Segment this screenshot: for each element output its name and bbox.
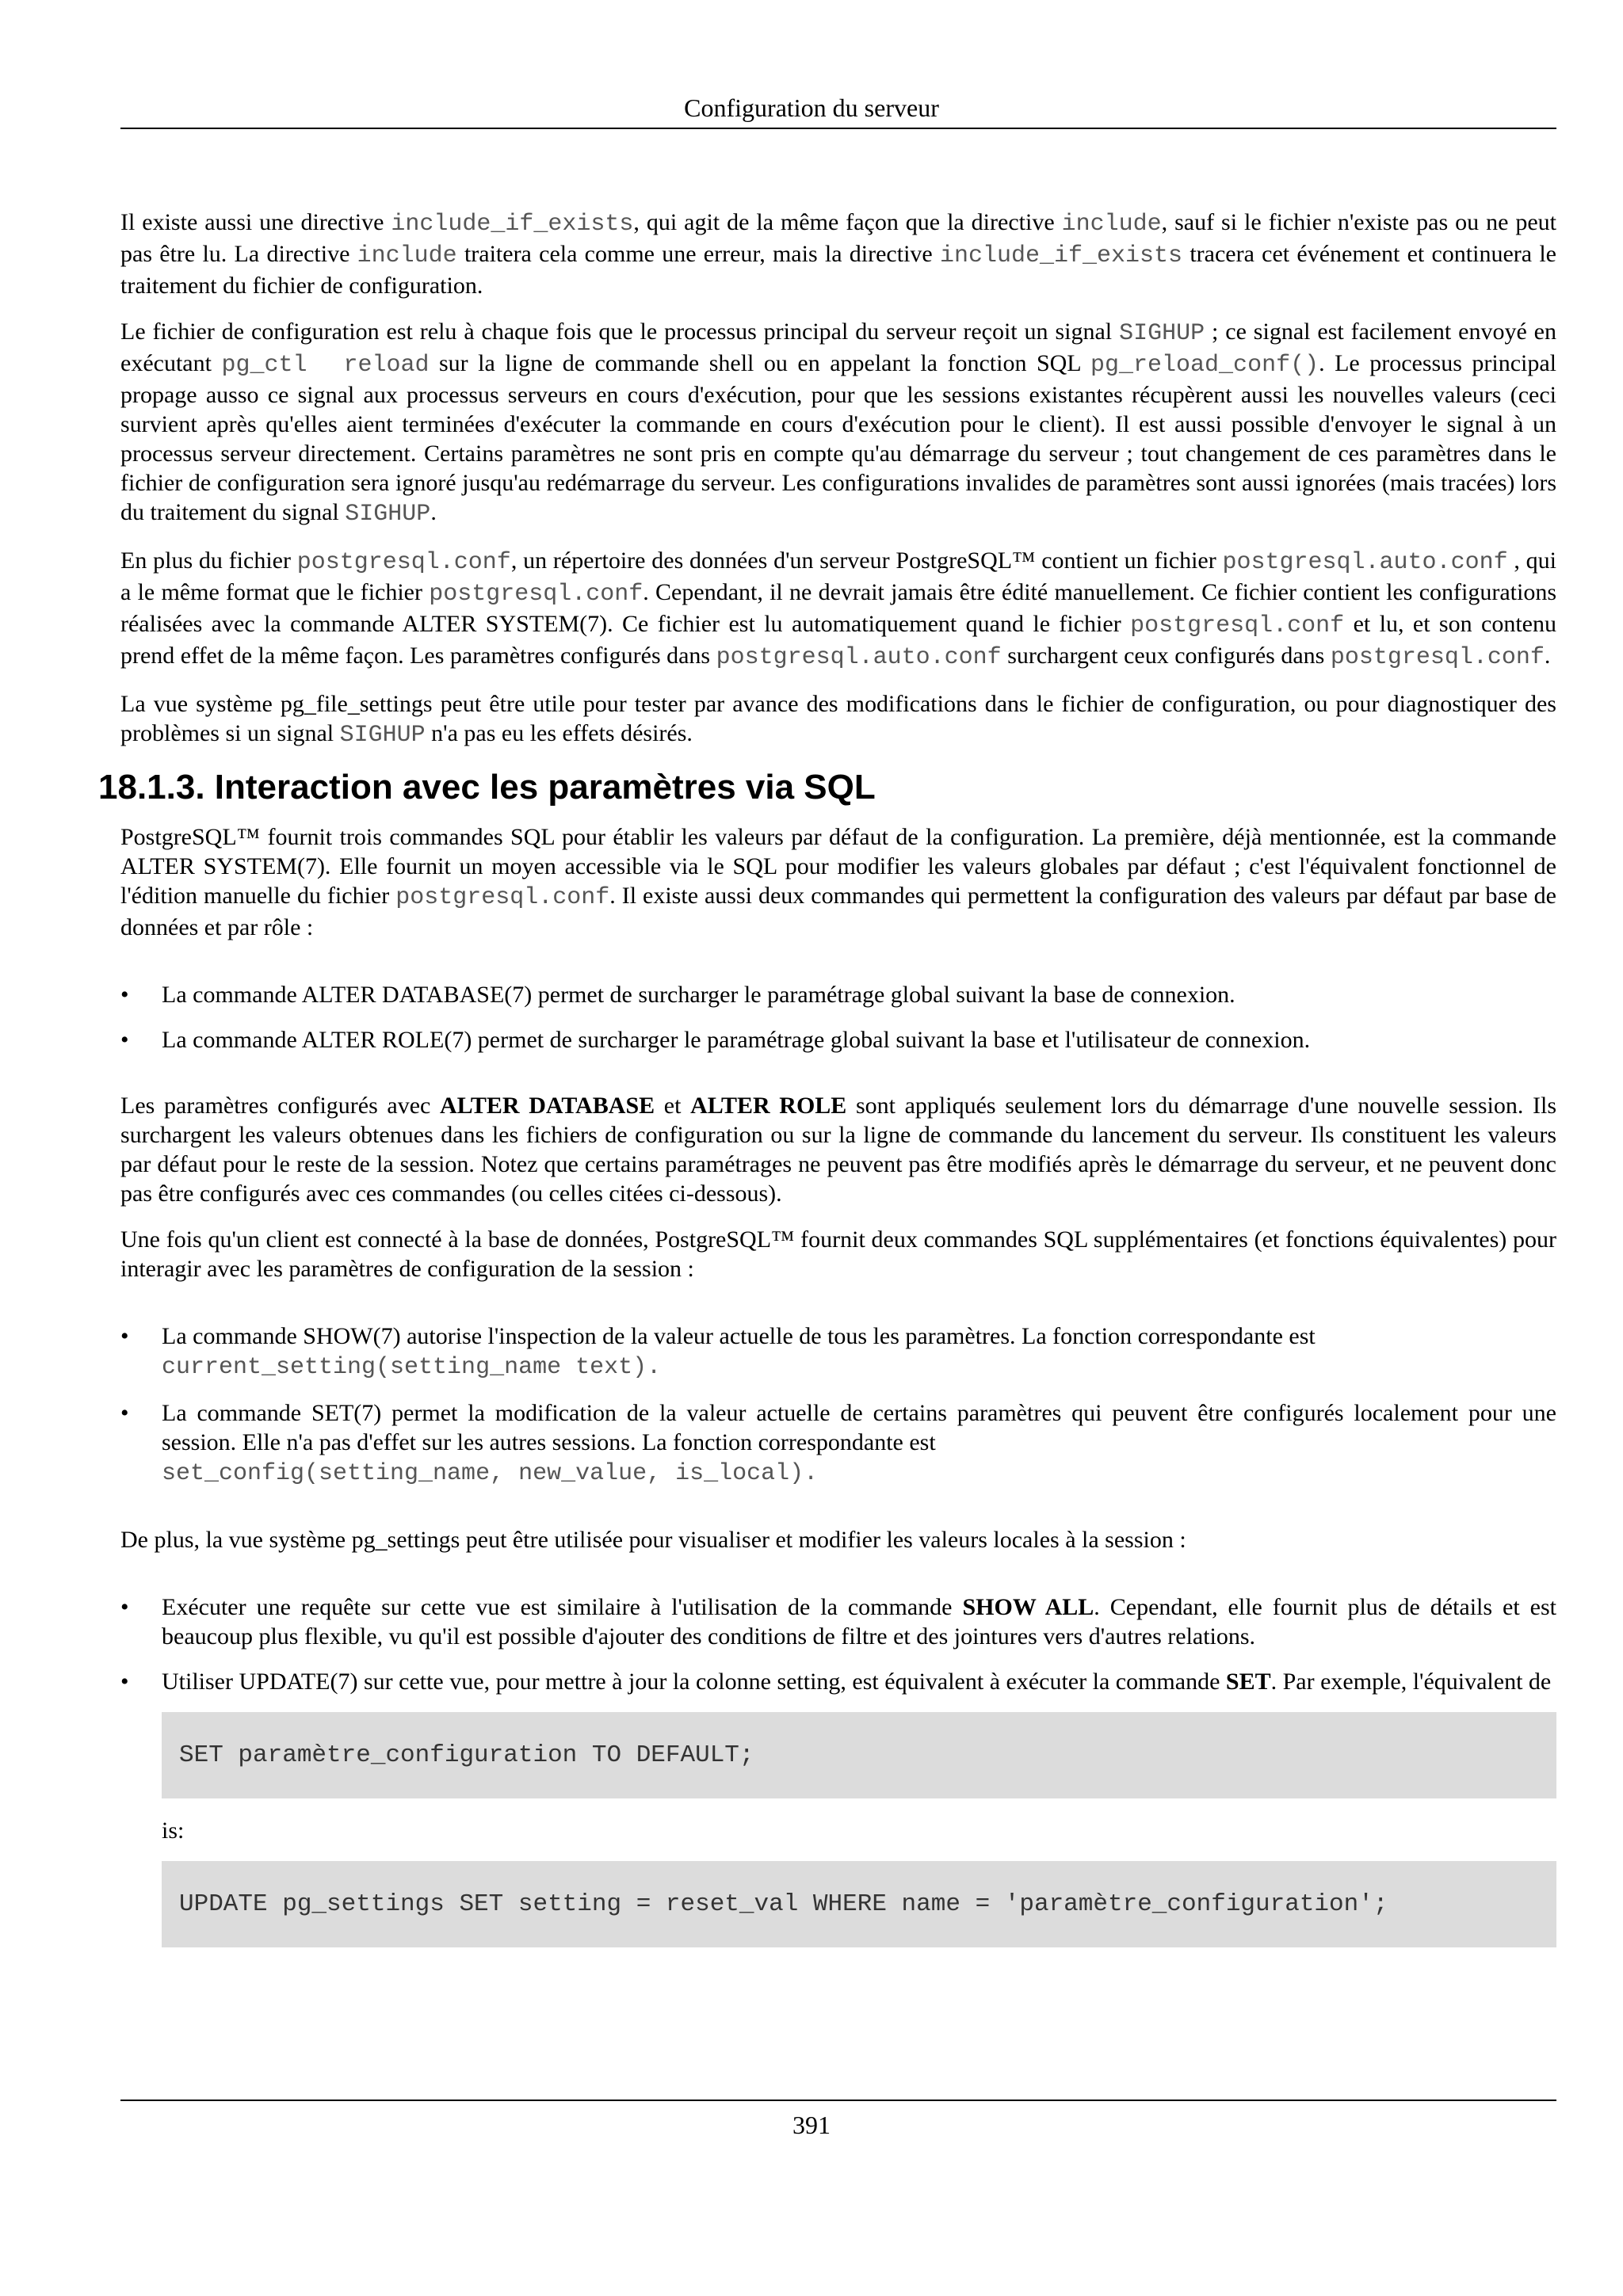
- code-pg-ctl-reload: pg_ctl reload: [221, 352, 430, 379]
- pg-settings-list: [120, 1592, 1556, 1947]
- paragraph-include-if-exists: Il existe aussi une directive include_if_exists, qui agit de la même façon que la directive include, sauf si le fichier n'existe pas ou ne peut pas être lu. La directive include traitera cela comme une erreur, mais la directive include_if_exists tracera cet événement et continuera le traitement du fichier de configuration.: [120, 209, 1556, 299]
- list-item: • La commande SHOW(7) autorise l'inspection de la valeur actuelle de tous les paramètres. La fonction correspondante est current_setting(setting_name text).: [120, 1322, 1556, 1383]
- code-include: include: [357, 242, 457, 269]
- paragraph-alter-database-role: Les paramètres configurés avec ALTER DATABASE et ALTER ROLE sont appliqués seulement lors du démarrage d'une nouvelle session. Ils surchargent les valeurs obtenues dans les fichiers de configuration ou sur la ligne de commande du lancement du serveur. Ils constituent les valeurs par défaut pour le reste de la session. Notez que certains paramétrages ne peuvent pas être modifiés après le démarrage du serveur, et ne peuvent donc pas être configurés avec ces commandes (ou celles citées ci-dessous).: [120, 1093, 1556, 1207]
- code-block-set-default: SET paramètre_configuration TO DEFAULT;: [162, 1712, 1556, 1798]
- list-item: • La commande ALTER ROLE(7) permet de surcharger le paramétrage global suivant la base et l'utilisateur de connexion.: [120, 1025, 1556, 1055]
- paragraph-pg-file-settings: La vue système pg_file_settings peut être utile pour tester par avance des modifications dans le fichier de configuration, ou pour diagnostiquer des problèmes si un signal SIGHUP n'a pas eu les effets désirés.: [120, 691, 1556, 749]
- paragraph-sql-commands: PostgreSQL™ fournit trois commandes SQL pour établir les valeurs par défaut de la configuration. La première, déjà mentionnée, est la commande ALTER SYSTEM(7). Elle fournit un moyen accessible via le SQL pour modifier les valeurs globales par défaut ; c'est l'équivalent fonctionnel de l'édition manuelle du fichier postgresql.conf. Il existe aussi deux commandes qui permettent la configuration des valeurs par défaut par base de données et par rôle :: [120, 824, 1556, 940]
- code-postgresql-auto-conf: postgresql.auto.conf: [1222, 549, 1508, 576]
- code-current-setting: current_setting(setting_name text).: [162, 1354, 662, 1381]
- code-include-if-exists: include_if_exists: [940, 242, 1183, 269]
- code-set-config: set_config(setting_name, new_value, is_local).: [162, 1460, 819, 1487]
- footer-rule: [120, 2100, 1556, 2101]
- code-sighup: SIGHUP: [339, 722, 426, 749]
- list-item: • La commande ALTER DATABASE(7) permet de surcharger le paramétrage global suivant la base de connexion.: [120, 980, 1556, 1009]
- alter-commands-list: [120, 980, 1556, 1055]
- code-include: include: [1061, 211, 1162, 238]
- list-item: • Utiliser UPDATE(7) sur cette vue, pour mettre à jour la colonne setting, est équivalent à exécuter la commande SET. Par exemple, l'équivalent de SET paramètre_configuration TO DEFAULT; is: UPDATE pg_settings SET setting = reset_val WHERE name = 'paramètre_configuration';: [120, 1667, 1556, 1947]
- code-postgresql-conf: postgresql.conf: [429, 581, 643, 608]
- session-commands-list: [120, 1322, 1556, 1489]
- bold-show-all: SHOW ALL: [962, 1594, 1094, 1620]
- code-sighup: SIGHUP: [1119, 320, 1205, 347]
- list-item: • La commande SET(7) permet la modification de la valeur actuelle de certains paramètres qui peuvent être configurés localement pour une session. Elle n'a pas d'effet sur les autres sessions. La fonction correspondante est set_config(setting_name, new_value, is_local).: [120, 1398, 1556, 1489]
- header-rule: [120, 128, 1556, 129]
- paragraph-postgresql-auto-conf: En plus du fichier postgresql.conf, un répertoire des données d'un serveur PostgreSQL™ contient un fichier postgresql.auto.conf , qui a le même format que le fichier postgresql.conf. Cependant, il ne devrait jamais être édité manuellement. Ce fichier contient les configurations réalisées avec la commande ALTER SYSTEM(7). Ce fichier est lu automatiquement quand le fichier postgresql.conf et lu, et son contenu prend effet de la même façon. Les paramètres configurés dans postgresql.auto.conf surchargent ceux configurés dans postgresql.conf.: [120, 547, 1556, 671]
- paragraph-sighup-reload: Le fichier de configuration est relu à chaque fois que le processus principal du serveur reçoit un signal SIGHUP ; ce signal est facilement envoyé en exécutant pg_ctl reload sur la ligne de commande shell ou en appelant la fonction SQL pg_reload_conf(). Le processus principal propage ausso ce signal aux processus serveurs en cours d'exécution, pour que les sessions existantes récupèrent aussi les nouvelles valeurs (ceci survient après qu'elles aient terminées d'exécuter la commande en cours d'exécution pour le client). Il est aussi possible d'envoyer le signal à un processus serveur directement. Certains paramètres ne sont pris en compte qu'au démarrage du serveur ; tout changement de ces paramètres dans le fichier de configuration sera ignoré jusqu'au redémarrage du serveur. Les configurations invalides de paramètres sont aussi ignorées (mais tracées) lors du traitement du signal SIGHUP.: [120, 318, 1556, 528]
- code-postgresql-conf: postgresql.conf: [1330, 644, 1545, 671]
- running-header: Configuration du serveur: [684, 93, 939, 122]
- code-sighup: SIGHUP: [345, 501, 431, 528]
- code-postgresql-conf: postgresql.conf: [296, 549, 511, 576]
- is-label: is:: [162, 1817, 185, 1844]
- paragraph-pg-settings: De plus, la vue système pg_settings peut être utilisée pour visualiser et modifier les valeurs locales à la session :: [120, 1527, 1186, 1553]
- code-block-update-pg-settings: UPDATE pg_settings SET setting = reset_val WHERE name = 'paramètre_configuration';: [162, 1861, 1556, 1947]
- bold-alter-role: ALTER ROLE: [690, 1093, 847, 1119]
- bold-alter-database: ALTER DATABASE: [439, 1093, 655, 1119]
- page-number: 391: [792, 2111, 831, 2139]
- code-include-if-exists: include_if_exists: [391, 211, 634, 238]
- code-postgresql-conf: postgresql.conf: [1130, 612, 1345, 639]
- code-postgresql-conf: postgresql.conf: [395, 884, 610, 911]
- paragraph-session-commands: Une fois qu'un client est connecté à la base de données, PostgreSQL™ fournit deux commandes SQL supplémentaires (et fonctions équivalentes) pour interagir avec les paramètres de configuration de la session :: [120, 1226, 1556, 1282]
- code-postgresql-auto-conf: postgresql.auto.conf: [716, 644, 1002, 671]
- section-heading: 18.1.3. Interaction avec les paramètres via SQL: [98, 768, 876, 807]
- page-content: [98, 208, 1556, 1965]
- code-pg-reload-conf: pg_reload_conf(): [1090, 352, 1319, 379]
- bold-set: SET: [1225, 1669, 1271, 1695]
- list-item: • Exécuter une requête sur cette vue est similaire à l'utilisation de la commande SHOW ALL. Cependant, elle fournit plus de détails et est beaucoup plus flexible, vu qu'il est possible d'ajouter des conditions de filtre et des jointures vers d'autres relations.: [120, 1592, 1556, 1651]
